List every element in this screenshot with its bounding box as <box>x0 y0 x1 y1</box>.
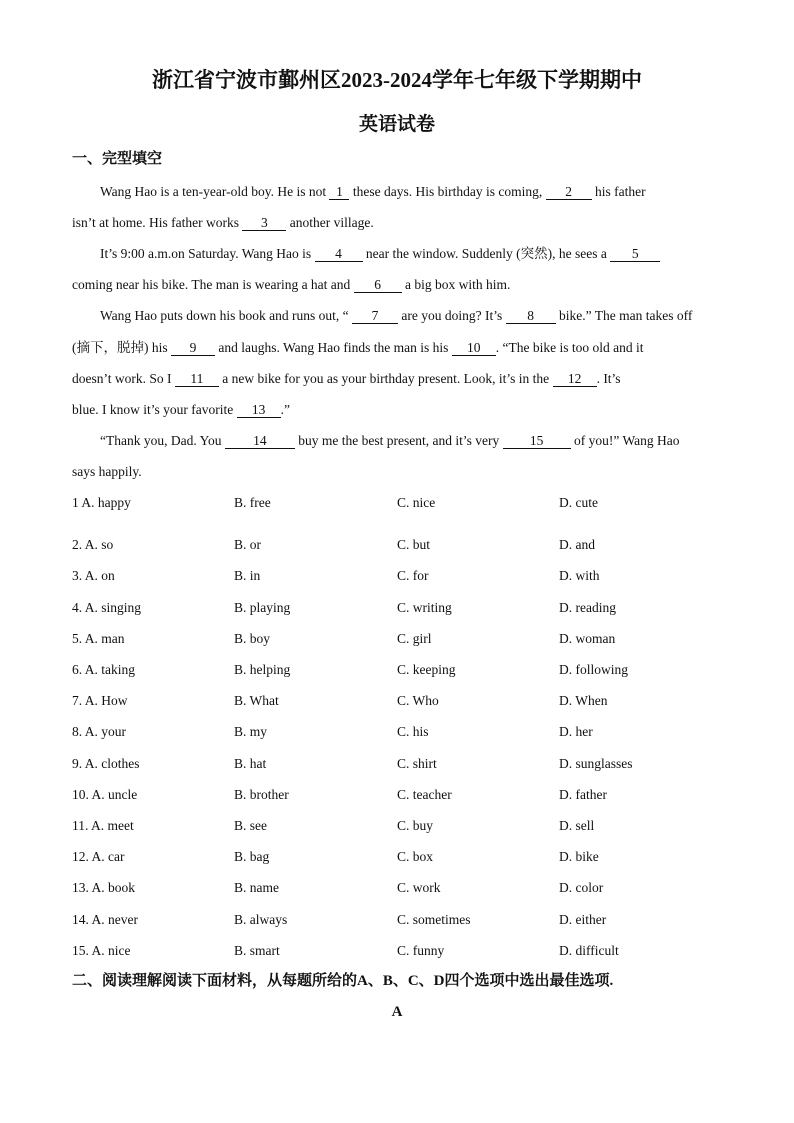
option-a: 8. A. your <box>72 724 126 739</box>
passage-line-6: (摘下，脱掉) his 9 and laughs. Wang Hao finds the man is his 10 . “The bike is too old and it <box>72 340 644 355</box>
option-d: D. her <box>559 724 593 739</box>
option-a: 7. A. How <box>72 693 128 708</box>
question-options <box>72 630 732 648</box>
option-a: 6. A. taking <box>72 662 135 677</box>
option-c: C. sometimes <box>397 912 471 927</box>
option-a: 1 A. happy <box>72 495 131 510</box>
question-options <box>72 942 732 960</box>
option-b: B. brother <box>234 787 289 802</box>
option-a: 13. A. book <box>72 880 136 895</box>
option-a: 9. A. clothes <box>72 756 140 771</box>
blank-6: 6 <box>354 278 402 293</box>
option-d: D. woman <box>559 631 616 646</box>
option-d: D. father <box>559 787 607 802</box>
blank-14: 14 <box>225 434 295 449</box>
passage-line-5: Wang Hao puts down his book and runs out, “ 7 are you doing? It’s 8 bike.” The man takes off <box>100 308 693 323</box>
blank-10: 10 <box>452 341 496 356</box>
option-a: 3. A. on <box>72 568 115 583</box>
passage-line-9: “Thank you, Dad. You 14 buy me the best present, and it’s very 15 of you!” Wang Hao <box>100 433 680 448</box>
option-d: D. reading <box>559 600 616 615</box>
option-b: B. name <box>234 880 279 895</box>
option-c: C. nice <box>397 495 436 510</box>
option-d: D. When <box>559 693 608 708</box>
option-c: C. work <box>397 880 441 895</box>
question-options <box>72 692 732 710</box>
option-b: B. bag <box>234 849 270 864</box>
option-c: C. writing <box>397 600 452 615</box>
option-b: B. boy <box>234 631 271 646</box>
option-a: 11. A. meet <box>72 818 134 833</box>
question-options <box>72 848 732 866</box>
question-options <box>72 536 732 554</box>
page-title: 浙江省宁波市鄞州区2023-2024学年七年级下学期期中 <box>152 68 642 92</box>
option-d: D. with <box>559 568 600 583</box>
blank-12: 12 <box>553 372 597 387</box>
blank-3: 3 <box>242 216 286 231</box>
question-options <box>72 817 732 835</box>
option-a: 2. A. so <box>72 537 114 552</box>
option-c: C. funny <box>397 943 445 958</box>
option-a: 14. A. never <box>72 912 138 927</box>
option-c: C. girl <box>397 631 432 646</box>
option-a: 15. A. nice <box>72 943 131 958</box>
option-d: D. bike <box>559 849 599 864</box>
option-c: C. buy <box>397 818 434 833</box>
option-b: B. my <box>234 724 268 739</box>
section-heading-cloze: 一、完型填空 <box>72 151 163 167</box>
option-b: B. or <box>234 537 261 552</box>
passage-line-8: blue. I know it’s your favorite 13 .” <box>72 402 290 417</box>
option-b: B. smart <box>234 943 280 958</box>
option-d: D. color <box>559 880 604 895</box>
question-options <box>72 755 732 773</box>
option-b: B. in <box>234 568 261 583</box>
passage-line-10: says happily. <box>72 464 142 479</box>
option-a: 12. A. car <box>72 849 125 864</box>
option-c: C. his <box>397 724 429 739</box>
part-label: A <box>391 1004 403 1020</box>
blank-9: 9 <box>171 341 215 356</box>
page-subtitle: 英语试卷 <box>358 114 435 135</box>
question-options <box>72 879 732 897</box>
option-b: B. What <box>234 693 279 708</box>
option-c: C. Who <box>397 693 439 708</box>
blank-4: 4 <box>315 247 363 262</box>
blank-7: 7 <box>352 309 398 324</box>
option-d: D. sell <box>559 818 595 833</box>
blank-11: 11 <box>175 372 219 387</box>
option-c: C. box <box>397 849 434 864</box>
question-options <box>72 567 732 585</box>
question-options <box>72 661 732 679</box>
passage-line-7: doesn’t work. So I 11 a new bike for you as your birthday present. Look, it’s in the 12 . It’s <box>72 371 621 386</box>
option-c: C. for <box>397 568 429 583</box>
option-c: C. keeping <box>397 662 456 677</box>
option-d: D. cute <box>559 495 598 510</box>
question-options <box>72 494 732 512</box>
option-b: B. free <box>234 495 271 510</box>
question-options <box>72 599 732 617</box>
option-d: D. either <box>559 912 607 927</box>
option-d: D. difficult <box>559 943 619 958</box>
option-c: C. teacher <box>397 787 452 802</box>
blank-2: 2 <box>546 185 592 200</box>
section-heading-reading: 二、阅读理解阅读下面材料，从每题所给的A、B、C、D四个选项中选出最佳选项. <box>72 973 614 989</box>
blank-13: 13 <box>237 403 281 418</box>
option-d: D. following <box>559 662 628 677</box>
option-b: B. helping <box>234 662 291 677</box>
question-options <box>72 723 732 741</box>
option-d: D. and <box>559 537 595 552</box>
blank-8: 8 <box>506 309 556 324</box>
option-a: 10. A. uncle <box>72 787 138 802</box>
option-c: C. but <box>397 537 431 552</box>
passage-line-4: coming near his bike. The man is wearing a hat and 6 a big box with him. <box>72 277 511 292</box>
option-c: C. shirt <box>397 756 437 771</box>
option-b: B. playing <box>234 600 291 615</box>
option-d: D. sunglasses <box>559 756 633 771</box>
passage-line-3: It’s 9:00 a.m.on Saturday. Wang Hao is 4 near the window. Suddenly (突然), he sees a 5 <box>100 245 660 262</box>
option-a: 4. A. singing <box>72 600 142 615</box>
option-b: B. hat <box>234 756 267 771</box>
option-b: B. always <box>234 912 288 927</box>
question-options <box>72 786 732 804</box>
blank-1: 1 <box>329 185 349 200</box>
passage-line-2: isn’t at home. His father works 3 another village. <box>72 215 374 230</box>
option-b: B. see <box>234 818 267 833</box>
passage-line-1: Wang Hao is a ten-year-old boy. He is not 1 these days. His birthday is coming, 2 his father <box>100 184 646 199</box>
blank-15: 15 <box>503 434 571 449</box>
blank-5: 5 <box>610 247 660 262</box>
option-a: 5. A. man <box>72 631 125 646</box>
question-options <box>72 911 732 929</box>
